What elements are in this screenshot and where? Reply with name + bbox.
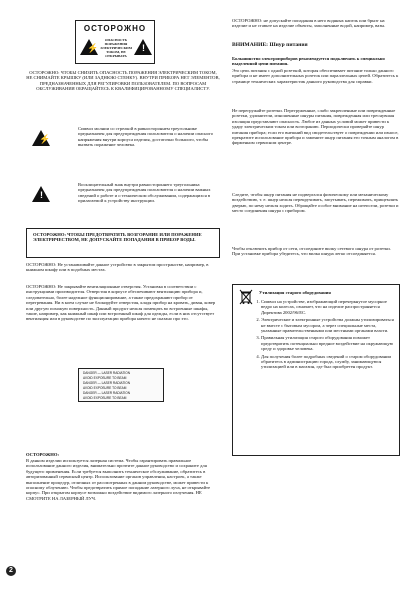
caution-title: ОСТОРОЖНО (83, 24, 147, 33)
disposal-item: 4. Для получения более подробных сведений о старом оборудовании обратитесь в администрацию города, службу, занимающуюся утилизацией или в магазин, где был приобретен продукт. (261, 354, 397, 370)
disposal-item: 1. Символ на устройстве, изображающий перечеркнутое мусорное ведро на колесах, означает, что на изделие распространяется Директива 2002/96/EC. (261, 299, 397, 315)
caution-subtitle: ОПАСНОСТЬ ПОРАЖЕНИЯ ЭЛЕКТРИЧЕСКИМ ТОКОМ, НЕ ОТКРЫВАТЬ (100, 38, 132, 58)
power-cord-text: Это цепь питания с одной розеткой, которая обеспечивает питание только данного прибора и не имеет дополнительных розеток или параллельных цепей. Обратитесь к странице технических характеристик данного руководства для справки. (232, 68, 399, 84)
laser-warning-label (78, 368, 164, 402)
para-bookcase: ОСТОРОЖНО: Не устанавливайте данное устройство в закрытом пространстве, например, в книжном шкафу или в подобных местах. (26, 262, 209, 273)
disposal-list (247, 299, 397, 370)
laser-label-line: AVOID EXPOSURE TO BEAM (83, 396, 127, 400)
exclamation-note: Восклицательный знак внутри равностороннего треугольника предназначен для предупреждения пользователя о наличии важных сведений о работе и о техническом обслуживании, содержащихся в прилагаемой к устройству инструкции. (78, 182, 211, 204)
power-cord-bold: Большинство электроприборов рекомендуется подключать к специально выделенной цепи питания. (232, 56, 385, 67)
laser-label-line: DANGER — LASER RADIATION (83, 371, 131, 375)
caution-label-box (75, 20, 155, 64)
laser-label-line: AVOID EXPOSURE TO BEAM (83, 386, 127, 390)
disposal-heading: Утилизация старого оборудования (259, 290, 331, 295)
exclamation-note-icon: ! (32, 186, 50, 202)
lightning-icon: ⚡ (80, 39, 98, 55)
disposal-item: 2. Электрические и электронные устройства должны утилизироваться не вместе с бытовым мусором, а через специальные места, указанные правительственными или местными органами власти. (261, 317, 397, 333)
lightning-note: Символ молнии со стрелкой в равностороннем треугольнике предназначен для предупреждения пользователя о наличии опасного напряжения внутри корпуса изделия, достаточно большого, чтобы вызвать поражение человека. (78, 126, 213, 148)
disposal-box (232, 284, 400, 456)
laser-label-line: AVOID EXPOSURE TO BEAM (83, 376, 127, 380)
power-cord-heading: ВНИМАНИЕ: Шнур питания (232, 42, 308, 48)
laser-text: В данном изделии используется лазерная система. Чтобы гарантировать правильное использование данного изделия, внимательно прочтите данное руководство и сохраните для будущего применения. Если требуется выполнить техническое обслуживание, обратитесь в авторизованный сервисный центр. Использование органов управления, настроек, а также выполнение процедур, отличных от рассмотренных в данном руководстве, может привести к опасному облучению. Чтобы предотвратить прямое попадание лазерного луча, не открывайте корпус. При открытом корпусе возможно воздействие видимого лазерного излучения. НЕ СМОТРИТЕ НА ЛАЗЕРНЫЙ ЛУЧ. (26, 458, 211, 501)
right-top-warning: ОСТОРОЖНО: не допускайте попадания в него водяных капель или брызг на изделие и не ставьте на изделие объекты, заполненные водой, например, вазы. (232, 18, 386, 29)
para-vents: ОСТОРОЖНО: Не закрывайте вентиляционные отверстия. Установка в соответствии с инструкциями производителя. Отверстия в корпусе обеспечивают вентиляцию прибора и, следовательно, более надежное функционирование, а также предохраняют прибор от перегревания. Ни в коем случае не блокируйте отверстия, кладя прибор на кровать, диван, ковер или другую похожую поверхность. Данный продукт нельзя помещать во встроенные шкафы, такие, например, как книжный шкаф или встроенный шкаф для одежды, если в них отсутствует вентиляция или в руководстве по эксплуатации прибора ничего не сказано про это. (26, 284, 216, 322)
laser-heading: ОСТОРОЖНО: (26, 452, 59, 457)
power-cord-p4: Чтобы отключить прибор от сети, отсоедините вилку сетевого шнура от розетки. При установке прибора убедитесь, что вилка шнура легко отсоединяется. (232, 246, 391, 257)
power-cord-p2: Не перегружайте розетки. Перегруженные, слабо закрепленные или поврежденные розетки, удлинители, изношенные шнуры питания, поврежденная или треснувшая изоляция представляют опасность. Любое из данных условий может привести к удару электрическим током или возгоранию. Периодически проверяйте шнур питания прибора; если его внешний вид свидетельствует о повреждении или износе, прекратите использование прибора и замените шнур питания его точным аналогом в фирменном сервисном центре. (232, 108, 399, 146)
laser-label-line: DANGER — LASER RADIATION (83, 381, 131, 385)
caution-text: ОСТОРОЖНО: ЧТОБЫ СНИЗИТЬ ОПАСНОСТЬ ПОРАЖЕНИЯ ЭЛЕКТРИЧЕСКИМ ТОКОМ, НЕ СНИМАЙТЕ КРЫШКУ (ИЛИ ЗАДНЮЮ СТЕНКУ). ВНУТРИ ПРИБОРА НЕТ ЭЛЕМЕНТОВ, ПРЕДНАЗНАЧЕННЫХ ДЛЯ РЕГУЛИРОВКИ ПОЛЬЗОВАТЕЛЕМ. ПО ВОПРОСАМ ОБСЛУЖИВАНИЯ ОБРАЩАЙТЕСЬ К КВАЛИФИЦИРОВАННОМУ СПЕЦИАЛИСТУ. (26, 70, 220, 92)
exclamation-icon: ! (134, 39, 152, 55)
disposal-item: 3. Правильная утилизация старого оборудования поможет предотвратить потенциально вредное воздействие на окружающую среду и здоровье человека. (261, 335, 397, 351)
page-number: 2 (9, 567, 13, 574)
water-warning-box: ОСТОРОЖНО: ЧТОБЫ ПРЕДОТВРАТИТЬ ВОЗГОРАНИЕ ИЛИ ПОРАЖЕНИЕ ЭЛЕКТРИЧЕСТВОМ, НЕ ДОПУСКАЙТЕ ПОПАДАНИЯ В ПРИБОР ВОДЫ. (26, 228, 220, 258)
laser-label-line: DANGER — LASER RADIATION (83, 391, 131, 395)
lightning-note-icon: ⚡ (32, 130, 50, 146)
power-cord-p3: Следите, чтобы шнур питания не подвергался физическому или механическому воздействию, т. е. шнур нельзя перекручивать, запутывать, пережимать, прищемлять дверью, по нему нельзя ходить. Обращайте особое внимание на штепсели, розетки и место соединения шнура с прибором. (232, 192, 399, 214)
page-number-badge (6, 566, 16, 576)
